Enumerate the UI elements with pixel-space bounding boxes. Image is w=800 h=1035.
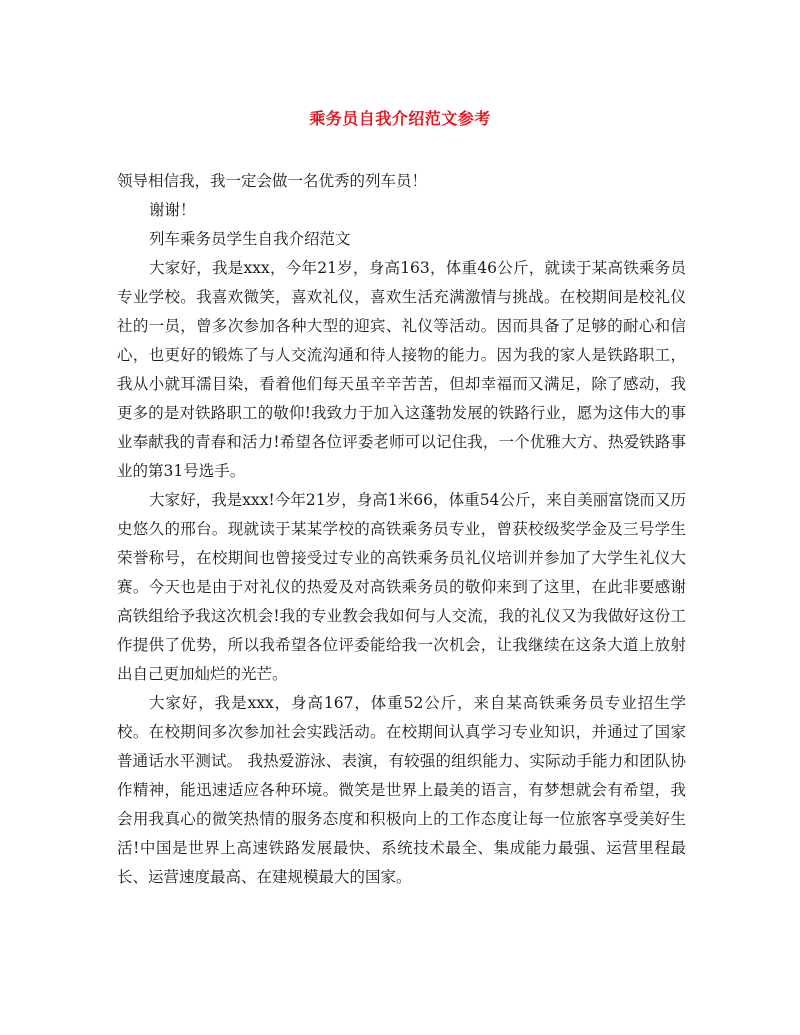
document-title: 乘务员自我介绍范文参考 [309,109,491,128]
paragraph-closing-statement: 领导相信我，我一定会做一名优秀的列车员！ [117,172,428,190]
paragraph-self-intro-3: 大家好，我是xxx，身高167，体重52公斤，来自某高铁乘务员专业招生学校。在校期间多次参加社会实践活动。在校期间认真学习专业知识，并通过了国家普通话水平测试。 我热爱游泳、表演，有较强的组织能力、实际动手能力和团队协作精神，能迅速适应各种环境。微笑是世界上最美的语言，有梦想就会有希望，我会用我真心的微笑热情的服务态度和积极向上的工作态度让每一位旅客享受美好生活!中国是世界上高速铁路发展最快、系统技术最全、集成能力最强、运营里程最长、运营速度最高、在建规模最大的国家。 [117,694,686,886]
paragraph-thanks: 谢谢！ [149,201,196,219]
paragraph-self-intro-1: 大家好，我是xxx，今年21岁，身高163，体重46公斤，就读于某高铁乘务员专业学校。我喜欢微笑，喜欢礼仪，喜欢生活充满激情与挑战。在校期间是校礼仪社的一员，曾多次参加各种大型的迎宾、礼仪等活动。因而具备了足够的耐心和信心，也更好的锻炼了与人交流沟通和待人接物的能力。因为我的家人是铁路职工，我从小就耳濡目染，看着他们每天虽辛辛苦苦，但却幸福而又满足，除了感动，我更多的是对铁路职工的敬仰!我致力于加入这蓬勃发展的铁路行业，愿为这伟大的事业奉献我的青春和活力!希望各位评委老师可以记住我，一个优雅大方、热爱铁路事业的第31号选手。 [117,259,686,480]
document-body [117,167,686,892]
paragraph-self-intro-2: 大家好，我是xxx!今年21岁，身高1米66，体重54公斤，来自美丽富饶而又历史悠久的邢台。现就读于某某学校的高铁乘务员专业，曾获校级奖学金及三号学生荣誉称号，在校期间也曾接受过专业的高铁乘务员礼仪培训并参加了大学生礼仪大赛。今天也是由于对礼仪的热爱及对高铁乘务员的敬仰来到了这里，在此非要感谢高铁组给予我这次机会!我的专业教会我如何与人交流，我的礼仪又为我做好这份工作提供了优势，所以我希望各位评委能给我一次机会，让我继续在这条大道上放射出自己更加灿烂的光芒。 [117,491,686,683]
section-heading: 列车乘务员学生自我介绍范文 [149,230,351,248]
